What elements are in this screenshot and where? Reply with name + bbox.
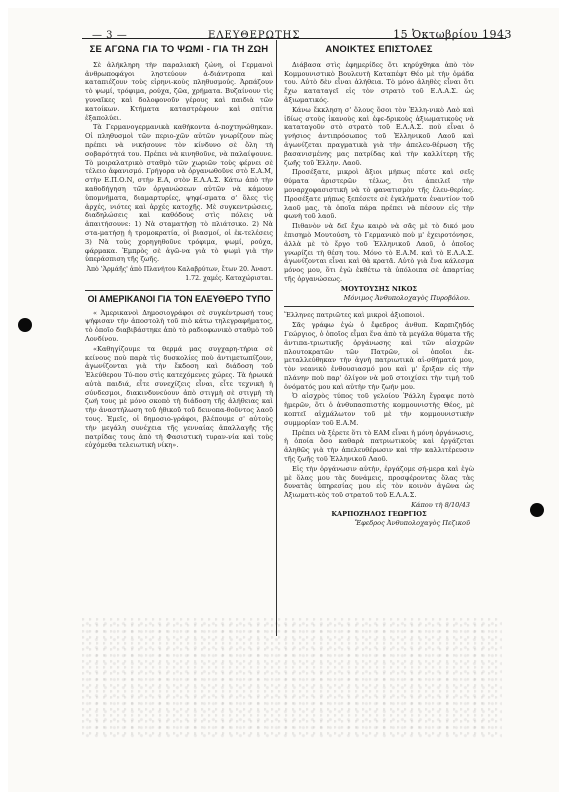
- article-headline: ΑΝΟΙΚΤΕΣ ΕΠΙΣΤΟΛΕΣ: [325, 44, 433, 55]
- letter-greeting: Ἕλληνες πατριῶτες καὶ μικροὶ ἀξιοποιοὶ.: [284, 311, 425, 320]
- article-headline: ΟΙ ΑΜΕΡΙΚΑΝΟΙ ΓΙΑ ΤΟΝ ΕΛΕΥΘΕΡΟ ΤΥΠΟ: [85, 290, 273, 304]
- letter-paragraph: Ὁ αἰσχρὸς τύπος τοῦ γελοίου Ῥάλλη ἔγραψε ποτὸ ἡμερῶν, ὅτι ὁ ἀνθυπασπιστὴς κομμουνιστὴς Θέος, μὲ κοπτεῖ αἰχμάλωτον τοῦ μὲ τὴν κομμουνιστικὴν συμμορίαν τοῦ Ε.Α.Μ.: [284, 392, 474, 427]
- letter-paragraph: Κάνω ἔκκληση σ' ὅλους ὅσοι τὸν Ἑλλη-νικὸ Λαὸ καὶ ἰδίως στοὺς ἱκανοὺς καὶ ἐφε-δρικοὺς ἀξιωματικοὺς νὰ καταταγοῦν στὸ στρατὸ τοῦ Ε.Λ.Α.Σ. ποὺ εἶναι ὁ γνήσιος ἀντιπρόσωπος τοῦ Ἑλληνικοῦ Λαοῦ καὶ ἀγωνίζεται πραγματικὰ γιὰ τὴν ἀπελευ-θέρωση τῆς βασανισμένης μας πατρίδας καὶ τὴν καλλίτερη τῆς ζωῆς τοῦ Ἑλλην. Λαοῦ.: [284, 105, 474, 167]
- letter-signature: ΚΑΡΠΟΖΗΛΟΣ ΓΕΩΡΓΙΟΣ: [331, 509, 427, 518]
- letter-paragraph: Σᾶς γράφω ἐγὼ ὁ ἔφεδρος ἀνθυπ. Καρπιζηδός Γεώργιος, ὁ ὁποῖος εἶμαι ἕνα ἀπὸ τὰ μεγάλα θύματα τῆς ἀντιπα-τριωτικῆς ὀργάνωσης καὶ τῶν αἰσχρῶν πλουτοκρατῶν τῶν Πατρῶν, οἱ ὁποῖοι ἐκ-μεταλλεύθηκαν τὴν ἀγνὴ πατριωτικὰ αἰ-σθήματά μου, τὸν νεανικὸ ἐνθουσιασμό μου καὶ μ' ἔριξαν εἰς τὴν πλάνην ποὺ παρ' ὀλίγον νὰ μοῦ στοιχίσει τὴν τιμὴ τοῦ ὀνόματός μου καὶ αὐτὴν τὴν ζωήν μου.: [284, 321, 474, 391]
- letter-signature-title: Ἔφεδρος Ἀνθυπολοχαγὸς Πεζικοῦ: [354, 518, 470, 527]
- punch-hole: [530, 503, 544, 517]
- letter-paragraph: Πιθανὸν νὰ δεῖ ἔχω καιρὸ νὰ σᾶς μὲ τὸ δικό μου ἐπισημὸ Μουτούση, τὸ Γερμανικὸ ποὺ μ' ἐχειροτόνησε, ἀλλὰ μὲ τὸ ἔργο τοῦ Ἑλληνικοῦ Λαοῦ, ὁ ὁποῖος γνωρίζει τὴ θέση του. Μόνο τὸ Ε.Α.Μ. καὶ τὸ Ε.Λ.Α.Σ. ἀγωνίζονται εἶναι καὶ θὰ κρατᾶ. Αὐτὸ γιὰ ἕνα κάλεσμα μόνος μου, ὅτι ἐγὼ ἐκθέτω τὰ ὑπόλοιπα σὲ ἀπαρτίας τῆς ὀργανώσεως.: [284, 222, 474, 283]
- article-source: Ἀπὸ ‛Ἀρμάῆς' ἀπὸ Πλανήτου Καλαβρύτων, ἔτων 20. Ἀναστ. 1.72. χαμές. Καταχώρισται.: [86, 266, 273, 282]
- article-paragraph: « Ἀμερικανοὶ Δημοσιογράφοι σὲ συγκέντρωσή τους ψήφισαν τὴν ἀποστολὴ τοῦ πιὸ κάτω τηλεγραφήματος, τὸ ὁποῖο διαβιβάστηκε ἀπὸ τὸ ραδιοφωνικὸ σταθμὸ τοῦ Λονδίνου.: [85, 308, 273, 343]
- punch-hole: [18, 318, 32, 332]
- page-number: — 3 —: [92, 30, 128, 41]
- article-headline: ΣΕ ΑΓΩΝΑ ΓΙΑ ΤΟ ΨΩΜΙ - ΓΙΑ ΤΗ ΖΩΗ: [89, 44, 269, 55]
- left-column: [85, 44, 273, 451]
- header-rule: [82, 38, 506, 39]
- masthead: [92, 28, 512, 44]
- column-divider: [276, 40, 277, 636]
- article-paragraph: Τὰ Γερμανογερμανικὰ καθήκοντα ἁ-ποχτηνώθηκαν. Οἱ πληθυσμοὶ τῶν περιο-χῶν αὐτῶν γνωρίζουν πὼς πρέπει νὰ νικήσουνε τὸν κίνδυνο σὲ ὅλη τὴ σοβαρότητά του. Πρέπει νὰ κινηθοῦνε, νὰ παλαίψουνε. Τὸ μοιραλατρικὸ σταθμὸ τῶν χωριῶν τοὺς φέρνει σὲ τέλειο ἀφανισμό. Γρήγορα νὰ ὀργανωθοῦνε στὸ Ε.Α.Μ, στὴν Ε.Π.Ο.Ν, στὴν Ε.Α, στὸν Ε.Λ.Α.Σ. Κάτω ἀπὸ τὴν καθοδήγηση τῶν ὀργανώσεων αὐτῶν νὰ κάμουν ὑπομνήματα, διαμαρτυρίες, ψηφί-σματα σ' ὅλες τὶς ἀρχές, νιότες καὶ ἀρχές κατοχῆς. Μὲ συγκεντρώσεις, διαδηλώσεις καὶ καθόδους στὶς πόλεις νὰ ἀπαιτήσουνε: 1) Νὰ σταματήσῃ τὸ πλιάτσικο. 2) Νὰ στα-ματήσῃ ἡ τρομοκρατία, οἱ βιασμοί, οἱ ἐκ-τελέσεις 3) Νὰ τοὺς χορηγηθοῦνε τρόφιμα, ψωμί, ρούχα, φάρμακα. Ἐμπρὸς σὲ ἀγῶ-να γιὰ τὸ ψωμὶ γιὰ τὴν ὑπεράσπιση τῆς ζωῆς.: [85, 123, 273, 264]
- letter-paragraph: Πρέπει νὰ ξέρετε ὅτι τὸ ΕΑΜ εἶναι ἡ μόνη ὀργάνωσις, ἡ ὁποία ὅσο καθαρὰ πατριωτικοὺς καὶ ἐργάζεται ἀληθῶς γιὰ τὴν ἀπελευθέρωσιν καὶ τὴν καλλιτέρευσιν τῆς ζωῆς τοῦ Ἑλληνικοῦ Λαοῦ.: [284, 428, 474, 464]
- right-column: [284, 44, 474, 527]
- issue-date: 15 Ὀκτωβρίου 1943: [393, 28, 512, 41]
- print-wear: [82, 618, 502, 738]
- letter-signature-title: Μόνιμος Ἀνθυπολοχαγὸς Πυροβόλου.: [343, 293, 470, 302]
- paper-title: ΕΛΕΥΘΕΡΩΤΗΣ: [208, 30, 301, 41]
- article-paragraph: Σὲ ἀλήκληρη τὴν παραλιακὴ ζώνη, οἱ Γερμανοὶ ἀνθρωποφάγοι ληστεύουν ἀ-διάντροπα καὶ καταπιέζουν τοὺς εἰρηνι-κοὺς πληθυσμούς. Ἁρπάζουν τὸ ψωμί, τρόφιμα, ρούχα, ζῶα, χρήματα. Βυζαίνουν τὶς γυναῖκες καὶ δολοφονοῦν γέρους καὶ παιδιὰ τῶν κατοίκων. Κτήματα καταστρέφουν καὶ σπίτια ἐξαπολύει.: [85, 60, 273, 122]
- letter-paragraph: Προσέξατε, μικροὶ ἄξιοι μήπως πέστε καὶ σεῖς θύματα ἀριστερῶν τέλως, ὅτι ἀπειλεῖ τὴν μοναρχοφασιστικὴ νὰ τὸ φανατισμὸν τῆς ἐλευ-θερίας. Προσέξατε μήπως ξεπέσετε σὲ ἐγκλήματα ἐναντίον τοῦ λαοῦ μας, τὰ ὁποῖα πάρα πρέπει νὰ πέσουν εἰς τὴν φωνὴ τοῦ λαοῦ.: [284, 168, 474, 221]
- letter-signature: ΜΟΥΤΟΥΣΗΣ ΝΙΚΟΣ: [340, 284, 418, 293]
- letter-two: [284, 311, 474, 527]
- letter-date: Κάπου τὴ 8/10/43: [411, 501, 470, 510]
- letter-one: [284, 61, 474, 308]
- article-paragraph: «Καθηγίζουμε τα θερμά μας συγχαρη-τήρια σὲ κείνους ποὺ παρὰ τὶς δυσκολίες ποὺ ἀντιμετωπίζουν, ἀγωνίζονται γιὰ τὴν ἔκδοση καὶ διάδοση τοῦ Ἐλεύθερου Τύ-που στὶς κατεχόμενες χώρες. Τὰ ἡρωικά αὐτὰ παιδιά, εἶτε συνεχίζεις εἶναι, εἶτε τεχνικὴ ἡ σύνδεσμοι, διακινδυνεύουν ἀπὸ στιγμὴ σὲ στιγμὴ τὴ ζωή τους μὲ μόνο σκοπὸ τὴ διάδοση τῆς ἀλήθειας καὶ τὴν ἀναστήλωση τοῦ ἠθικοῦ τοῦ δεινοπα-θοῦντος λαοῦ τους. Ἐμεῖς, οἱ δημοσιο-γράφοι, βλέπουμε σ' αὐτοὺς τὴν μεγάλη συνέχεια τῆς γενναίας ἀπαλλαγῆς τῆς πατρίδας τους ἀπὸ τὴ Φασιστικὴ τυραν-νία καὶ τοὺς εὐχόμεθα τελειωτικὴ νίκη».: [85, 344, 273, 450]
- letter-paragraph: Διάβασα στὶς ἐφημερίδες ὅτι κηρύχθηκα ἀπὸ τὸν Κομμουνιστικὸ Βουλευτὴ Καταπέφτ Θέο μὲ τὴν ὁμάδα του. Αὐτὸ δὲν εἶναι ἀλήθεια. Τὸ μόνο ἀληθὲς εἶναι ὅτι ἔχω καταταγεῖ εἰς τὸν στρατὸ τοῦ Ε.Λ.Α.Σ. ὡς ἀξιωματικός.: [284, 60, 474, 104]
- letter-paragraph: Εἰς τὴν ὀργάνωσιν αὐτὴν, ἐργάζομε σή-μερα καὶ ἐγὼ μὲ ὅλας μου τὰς δυνάμεις, προσφέροντας ὅλας τὰς δυνατὰς ὑπηρεσίας μου εἰς τὸν κοινὸν ἀγῶνα ὡς Ἀξιωματι-κὸς τοῦ στρατοῦ τοῦ Ε.Λ.Α.Σ.: [284, 464, 474, 500]
